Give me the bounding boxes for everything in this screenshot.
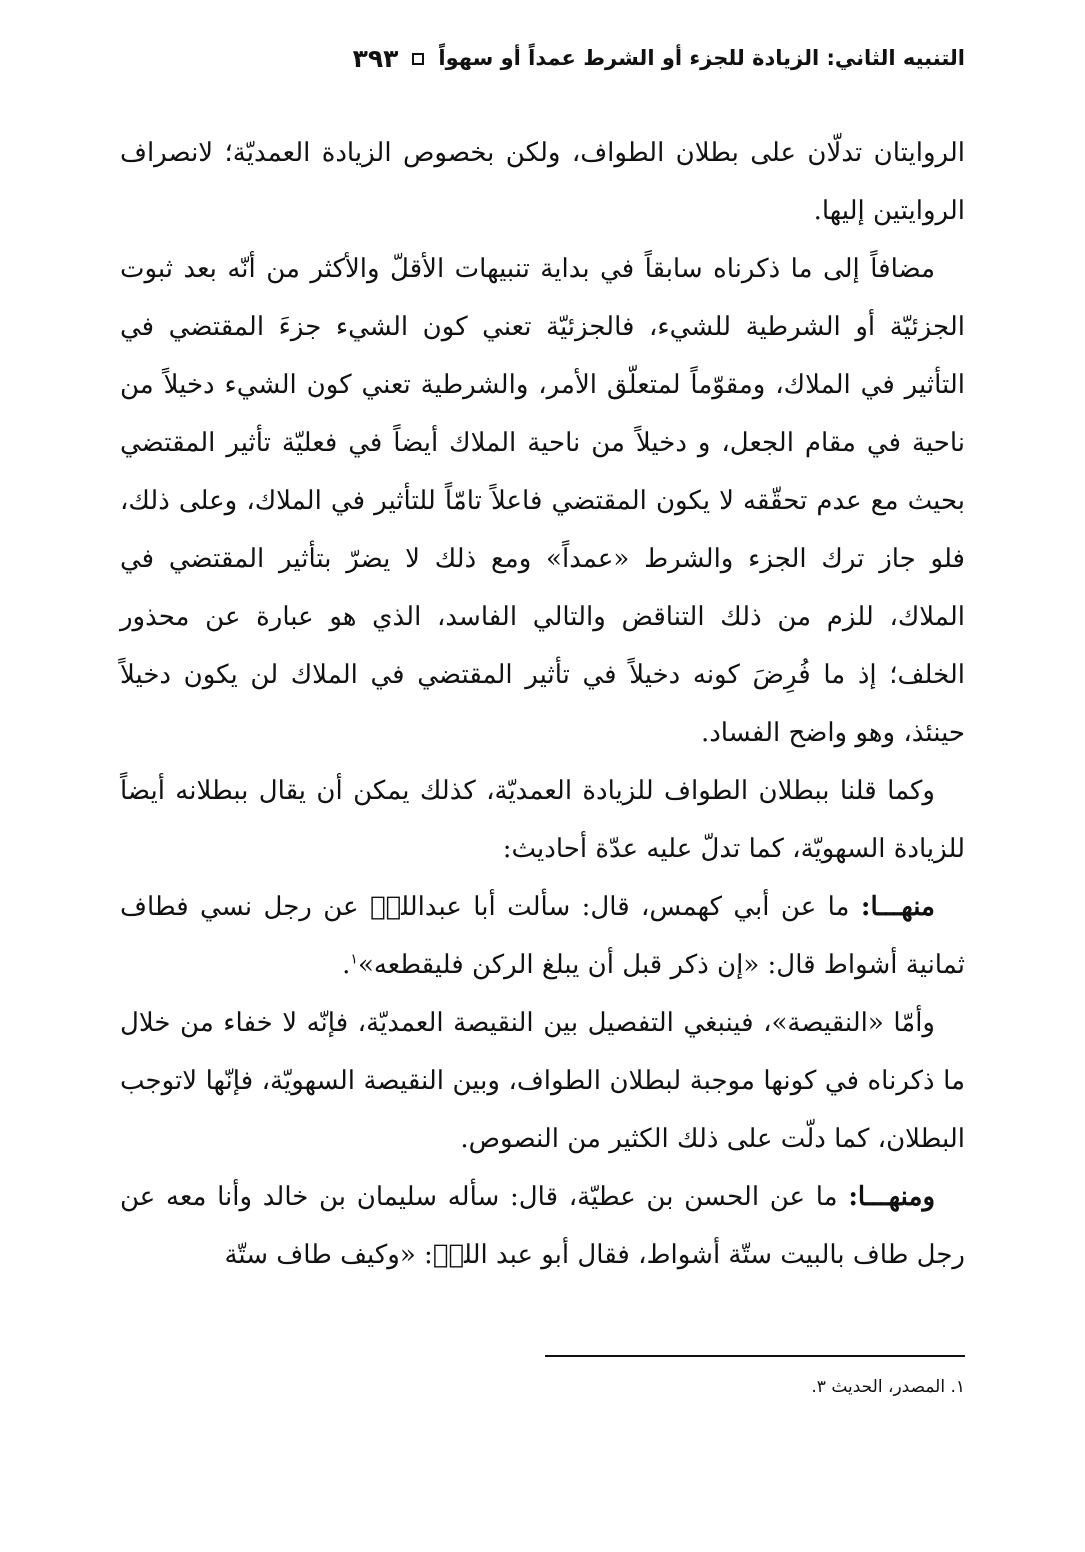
paragraph-text: مضافاً إلى ما ذكرناه سابقاً في بداية تنبيهات الأقلّ والأكثر من أنّه بعد ثبوت الجزئيّة أو الشرطية للشيء، فالجزئيّة تعني كون الشيء جزءَ المقتضي في التأثير في الملاك، ومقوّماً لمتعلّق الأمر، والشرطية تعني كون الشيء دخيلاً من ناحية في مقام الجعل، و دخيلاً من ناحية الملاك أيضاً في فعليّة تأثير المقتضي بحيث مع عدم تحقّقه لا يكون المقتضي فاعلاً تامّاً للتأثير في الملاك، وعلى ذلك، فلو جاز ترك الجزء والشرط «عمداً» ومع ذلك لا يضرّ بتأثير المقتضي في الملاك، للزم من ذلك التناقض والتالي الفاسد، الذي هو عبارة عن محذور الخلف؛ إذ ما فُرِضَ كونه دخيلاً في تأثير المقتضي في الملاك لن يكون دخيلاً حينئذ، وهو واضح الفساد.	[120, 254, 965, 748]
footnote	[120, 1372, 965, 1402]
paragraph-lead: ومنهـــا:	[848, 1182, 935, 1212]
paragraph-text: وكما قلنا ببطلان الطواف للزيادة العمديّة، كذلك يمكن أن يقال ببطلانه أيضاً للزيادة السهويّة، كما تدلّ عليه عدّة أحاديث:	[120, 776, 965, 864]
main-text	[120, 124, 965, 1284]
square-separator-icon	[412, 53, 424, 65]
paragraph-text: وأمّا «النقيصة»، فينبغي التفصيل بين النقيصة العمديّة، فإنّه لا خفاء من خلال ما ذكرناه في كونها موجبة لبطلان الطواف، وبين النقيصة السهويّة، فإنّها لاتوجب البطلان، كما دلّت على ذلك الكثير من النصوص.	[120, 1008, 965, 1154]
footnote-text: ١. المصدر، الحديث ٣.	[811, 1377, 965, 1397]
paragraph-lead: منهـــا:	[860, 892, 935, 922]
footnote-divider	[545, 1355, 965, 1357]
paragraph	[120, 240, 965, 762]
running-header-title: التنبيه الثاني: الزيادة للجزء أو الشرط عمداً أو سهواً	[438, 46, 965, 70]
paragraph-text: ما عن الحسن بن عطيّة، قال: سأله سليمان بن خالد وأنا معه عن رجل طاف بالبيت ستّة أشواط، فقال أبو عبد اللهؐ: «وكيف طاف ستّة	[120, 1182, 965, 1270]
paragraph	[120, 1168, 965, 1284]
paragraph-text: الروايتان تدلّان على بطلان الطواف، ولكن بخصوص الزيادة العمديّة؛ لانصراف الروايتين إليها.	[120, 138, 965, 226]
page-number: ٣٩٣	[352, 43, 399, 73]
footnote-reference: ١	[350, 951, 358, 968]
paragraph-text: ما عن أبي كهمس، قال: سألت أبا عبداللهؐ عن رجل نسي فطاف ثمانية أشواط قال: «إن ذكر قبل أن يبلغ الركن فليقطعه»	[120, 892, 965, 980]
paragraph: منهـــا: ما عن أبي كهمس، قال: سألت أبا عبداللهؐ عن رجل نسي فطاف ثمانية أشواط قال: «إن ذكر قبل أن يبلغ الركن فليقطعه»$^١$.	[120, 892, 965, 980]
paragraph	[120, 124, 965, 240]
running-header	[120, 38, 965, 78]
paragraph	[120, 762, 965, 878]
paragraph	[120, 994, 965, 1168]
